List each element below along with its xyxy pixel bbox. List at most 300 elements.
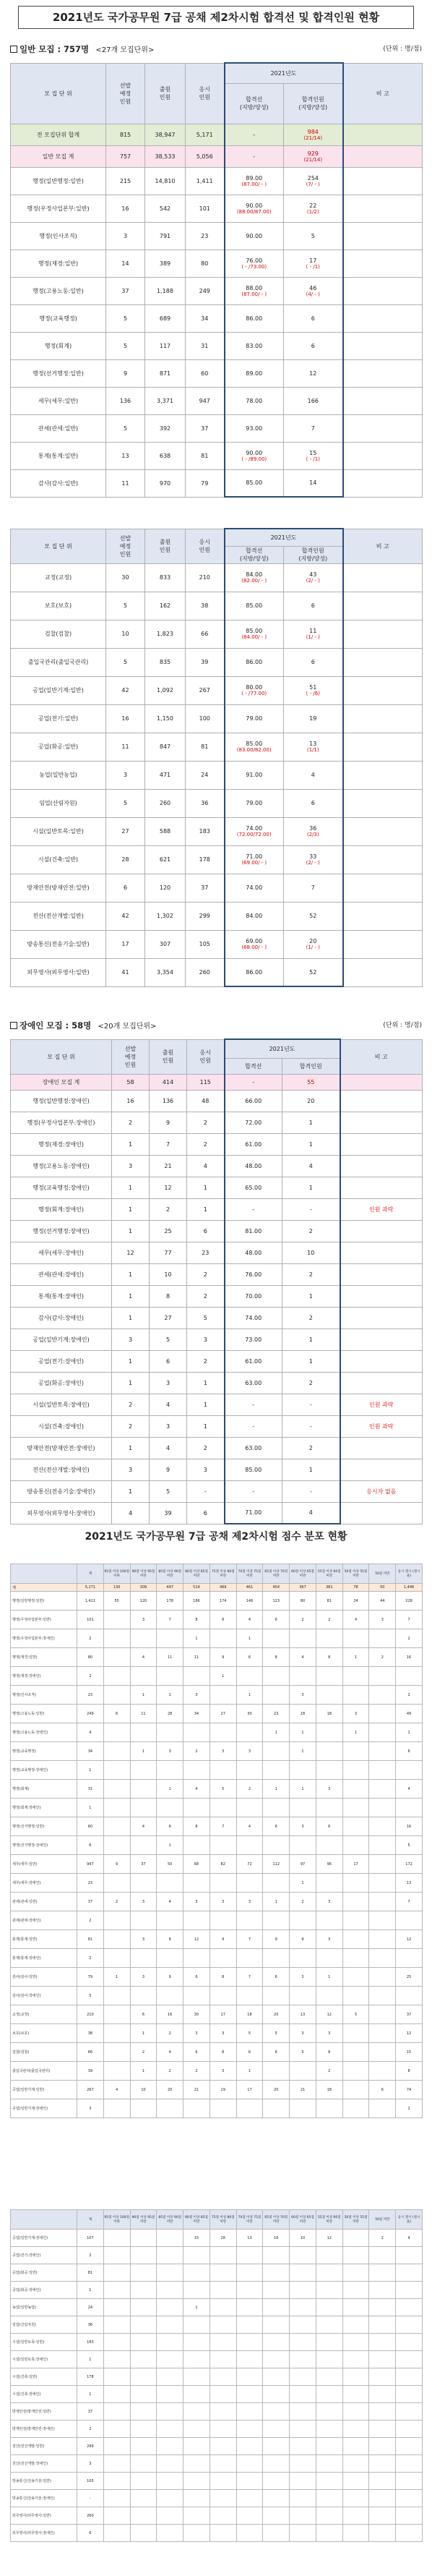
dist-cell: 497 [157,1584,183,1592]
dist-cell: 82 [209,1855,236,1874]
passed [284,442,343,469]
dist-cell [316,2473,342,2490]
applied: 1,302 [145,902,186,930]
dist-cell [369,1855,396,1874]
summary-applied: 414 [150,1074,187,1090]
dist-cell: 4 [236,1611,263,1629]
dist-row [11,1836,423,1855]
cell-main: 6 [311,602,315,609]
header-unit_name: 모 집 단 위 [11,529,106,563]
dist-cell: 1 [130,2024,157,2043]
dist-cell [369,2024,396,2043]
applied: 689 [145,304,186,332]
dist-cell: 2 [316,2062,342,2081]
dist-cell [263,2099,290,2118]
cutoff [225,387,284,414]
note [343,222,423,250]
note: 인원 과락 [340,1198,423,1220]
dist-cell: 5 [263,2024,290,2043]
cell-sub: (82.00/ - ) [241,578,267,584]
planned: 12 [112,1242,150,1263]
passed: - [282,1198,340,1220]
tested: 24 [186,761,225,789]
dist-cell [342,2282,369,2299]
dist-cell [103,2368,130,2386]
dist-cell [263,1949,290,1968]
dist-cell [130,2282,157,2299]
cell-main: 4 [311,772,315,778]
dist-cell [103,2282,130,2299]
dist-cell: 1 [263,1893,290,1911]
cell-main: 52 [309,968,317,976]
dist-cell: 3 [290,1968,316,1987]
dist-cell: 5 [290,2043,316,2062]
tested: 100 [186,704,225,733]
unit-name: 교정(교정) [11,563,106,592]
dist-cell [369,1780,396,1799]
dist-row [11,2455,423,2473]
dist-cell [396,1987,423,2005]
dist-row [11,1592,423,1611]
dist-cell: 행정(고용노동:장애인) [11,1723,77,1742]
dist-cell [316,1911,342,1930]
tested: 1,411 [186,167,225,195]
planned: 16 [106,195,145,222]
dist-cell: 1 [236,1686,263,1705]
dist-cell: 13 [236,2230,263,2247]
table-row [11,1133,423,1155]
dist-row [11,1723,423,1742]
cutoff: 66.00 [225,1090,282,1112]
dist-cell: 4 [342,1611,369,1629]
cutoff [225,563,284,592]
unit-name: 보호(보호) [11,592,106,620]
tested: 80 [186,250,225,277]
dist-cell [290,1799,316,1817]
cell-sub: (1/2) [306,208,319,215]
dist-cell: 17 [236,2081,263,2099]
cutoff [225,359,284,387]
dist-row [11,2062,423,2081]
dist-cell [369,1686,396,1705]
dist-cell: 행정(우정사업본부:장애인) [11,1629,77,1648]
unit-name: 행정(선거행정:장애인) [11,1220,112,1242]
dist-cell [209,2473,236,2490]
note [343,845,423,874]
dist-row [11,1629,423,1648]
note: 인원 과락 [340,1394,423,1415]
dist-cell: 20 [157,2081,183,2099]
applied: 3,354 [145,958,186,986]
passed: - [282,1480,340,1502]
planned: 11 [106,469,145,497]
dist-cell: 행정(고용노동:일반) [11,1705,77,1723]
unit-name: 공업(일반기계:일반) [11,676,106,704]
dist-cell: 공업(전기:장애인) [11,2247,77,2264]
planned: 1 [112,1350,150,1372]
dist-cell [369,2282,396,2299]
note [340,1263,423,1285]
dist-cell [263,1836,290,1855]
planned: 3 [112,1459,150,1480]
dist-cell [103,2099,130,2118]
dist-row [11,1911,423,1930]
dist-row [11,2490,423,2507]
dist-cell: 9 [290,1930,316,1949]
dist-cell: 24 [77,2299,104,2316]
dist-cell: 13 [290,2005,316,2024]
applied: 7 [150,1133,187,1155]
applied: 10 [150,1263,187,1285]
summary-name: 일반 모집 계 [11,145,106,167]
applied: 588 [145,817,186,845]
note [343,414,423,442]
dist-cell [130,1780,157,1799]
cell-sub: (1/1) [306,747,319,753]
applied: 621 [145,845,186,874]
dist-cell: 1 [290,1780,316,1799]
dist-cell: 50 [369,1584,396,1592]
dist-cell [369,2247,396,2264]
table-row [11,1415,423,1437]
dist-cell: 8 [396,2062,423,2081]
dist-cell [342,2334,369,2351]
dist-cell [342,2062,369,2081]
cutoff: 73.00 [225,1328,282,1350]
dist-cell: 행정(선거행정:장애인) [11,1836,77,1855]
dist-cell [236,2403,263,2421]
dist-cell: 2 [77,1667,104,1686]
dist-cell: 6 [103,1705,130,1723]
dist-cell [103,1987,130,2005]
note [343,817,423,845]
table-row [11,1285,423,1307]
dist-cell [103,1911,130,1930]
general-heading: 일반 모집 : 757명 [20,44,90,54]
dist-cell: 12 [316,2230,342,2247]
table-row [11,930,423,958]
cutoff: 63.00 [225,1437,282,1459]
table-row [11,676,423,704]
passed [284,469,343,497]
cell-main: 43 [309,571,317,578]
passed: 2 [282,1263,340,1285]
dist-cell: 6 [263,1968,290,1987]
table-row [11,1372,423,1394]
dist-cell [236,2282,263,2299]
dist-cell: 15 [183,2230,210,2247]
tested: 1 [187,1372,225,1394]
dist-cell: 4 [157,1893,183,1911]
passed: 1 [282,1285,340,1307]
dist-cell [316,2351,342,2368]
cell-sub: ( - /1) [306,456,320,462]
dist-cell [263,2403,290,2421]
note [343,469,423,497]
cell-main: 89.00 [246,370,263,377]
dist-cell: 방재안전(방재안전:장애인) [11,2421,77,2438]
passed [284,958,343,986]
tested: 48 [187,1090,225,1112]
tested: 36 [186,789,225,817]
dist-cell [396,2438,423,2455]
cutoff [225,676,284,704]
dist-cell: 5 [342,2005,369,2024]
cell-main: 7 [311,425,315,432]
dist-cell [342,1968,369,1987]
cell-main: 36 [309,825,317,832]
dist-cell [236,1799,263,1817]
dist-cell [290,2316,316,2334]
dist-cell: 3 [130,1968,157,1987]
dist-cell [342,1893,369,1911]
unit-name: 공업(전기:일반) [11,704,106,733]
dist-cell: 72 [236,1855,263,1874]
unit-name: 행정(교육행정:장애인) [11,1177,112,1198]
disabled-table [10,1038,423,1524]
dist-cell: 36 [77,2316,104,2334]
dist-cell [157,2299,183,2316]
unit-name: 행정(우정사업본부:일반) [11,195,106,222]
dist-cell: 13 [396,1874,423,1893]
dist-cell: 보호(보호) [11,2024,77,2043]
planned: 3 [106,222,145,250]
dist-cell [316,1987,342,2005]
dist-cell: 3 [209,1893,236,1911]
note [340,1285,423,1307]
dist-cell: 2 [369,1648,396,1667]
dist-cell [342,2099,369,2118]
applied: 9 [150,1112,187,1133]
dist-cell: 통계(통계:일반) [11,1930,77,1949]
dist-cell: 6 [77,2525,104,2542]
dist-cell [290,1987,316,2005]
dist-cell: 7 [236,1968,263,1987]
dist-cell [103,1874,130,1893]
dist-cell [396,1761,423,1780]
dist-cell: 6 [316,1817,342,1836]
tested: 2 [187,1350,225,1372]
dist-cell [236,1949,263,1968]
tested: 1 [187,1177,225,1198]
dist-cell [157,2099,183,2118]
dist-cell [369,2455,396,2473]
note [343,167,423,195]
table-row [11,592,423,620]
dist-cell [236,2264,263,2282]
applied: 39 [150,1502,187,1524]
summary-row [11,124,423,145]
dist-cell: 12 [396,1930,423,1949]
main-title: 2021년도 국가공무원 7급 공채 제2차시험 합격선 및 합격인원 현황 [18,6,414,29]
dist-cell: 1 [130,1686,157,1705]
tested: 79 [186,469,225,497]
dist-cell: 2 [77,1911,104,1930]
dist-cell [130,1874,157,1893]
cutoff: 74.00 [225,1307,282,1328]
dist-cell: 8 [316,1648,342,1667]
dist-cell [316,1667,342,1686]
dist-cell [316,2386,342,2403]
dist-cell [103,1611,130,1629]
dist-cell [369,2490,396,2507]
unit-name: 행정(회계) [11,332,106,359]
dist-cell [290,2299,316,2316]
unit-name: 세무(세무:장애인) [11,1242,112,1263]
dist-cell [342,2386,369,2403]
note [340,1437,423,1459]
planned: 3 [112,1328,150,1350]
unit-name: 관세(관세:일반) [11,414,106,442]
cell-sub: (2/ - ) [306,578,320,584]
note [343,874,423,902]
dist-cell: 외무영사(외무영사:장애인) [11,2525,77,2542]
dist-cell: 123 [263,1592,290,1611]
table-row [11,195,423,222]
planned: 2 [112,1394,150,1415]
tested: 5 [187,1307,225,1328]
dist-cell: 37 [77,1893,104,1911]
dist-cell [316,1836,342,1855]
dist-cell: 9 [209,1648,236,1667]
unit-name: 시설(일반토목:장애인) [11,1394,112,1415]
header-note: 비 고 [343,529,423,563]
tested: 2 [187,1437,225,1459]
passed: 4 [282,1502,340,1524]
dist-cell [103,2473,130,2490]
dist-cell: 3 [77,2099,104,2118]
dist-cell [236,2386,263,2403]
planned: 5 [106,414,145,442]
unit-name: 외무영사(외무영사:일반) [11,958,106,986]
dist-header: 85점 이상 90점 미만 [157,2210,183,2230]
dist-row [11,1855,423,1874]
dist-cell: 11 [157,1648,183,1667]
dist-cell [342,1874,369,1893]
dist-cell: 검찰(검찰) [11,2043,77,2062]
note [340,1242,423,1263]
dist-cell: 74 [396,2081,423,2099]
dist-cell [209,1799,236,1817]
passed: 4 [282,1155,340,1177]
dist-cell: 3 [236,1893,263,1911]
dist-cell [209,2490,236,2507]
passed: 2 [282,1307,340,1328]
dist-cell: 행정(인사조직) [11,1686,77,1705]
unit-name: 검찰(검찰) [11,620,106,648]
dist-cell [342,1667,369,1686]
cell-sub: (2/3) [306,832,319,837]
applied: 2 [150,1198,187,1220]
dist-row [11,1930,423,1949]
dist-header: 95점 이상 100점 이하 [103,1564,130,1584]
dist-cell [369,2264,396,2282]
dist-cell [236,2247,263,2264]
dist-header: 65점 이상 70점 미만 [263,2210,290,2230]
applied: 871 [145,359,186,387]
dist-cell: 15 [396,2043,423,2062]
cell-sub: (4/ - ) [306,291,320,297]
cutoff: 61.00 [225,1350,282,1372]
dist-cell: 교정(교정) [11,2005,77,2024]
dist-cell [103,2507,130,2525]
table-row [11,648,423,676]
dist-cell [263,1686,290,1705]
tested: 39 [186,648,225,676]
dist-cell: 6 [77,1836,104,1855]
cell-main: 93.00 [246,425,263,432]
applied: 638 [145,442,186,469]
dist-cell: 8 [209,2043,236,2062]
dist-cell [130,2264,157,2282]
disabled-section-header [10,1020,422,1030]
applied: 1,150 [145,704,186,733]
planned: 1 [112,1437,150,1459]
dist-cell [342,2438,369,2455]
dist-cell: 공업(일반기계:일반) [11,2081,77,2099]
table-row [11,789,423,817]
dist-cell [342,1836,369,1855]
dist-cell [130,2368,157,2386]
note [343,442,423,469]
cutoff [225,902,284,930]
dist-cell [209,1836,236,1855]
passed [284,387,343,414]
unit-name: 출입국관리(출입국관리) [11,648,106,676]
dist-cell: 18 [316,2081,342,2099]
dist-cell: 3 [369,1611,396,1629]
cutoff: 81.00 [225,1220,282,1242]
dist-cell: 11 [130,1705,157,1723]
dist-header: 80점 이상 85점 미만 [183,1564,210,1584]
dist-cell: 7 [396,1893,423,1911]
dist-cell [290,2386,316,2403]
dist-cell [396,2264,423,2282]
dist-cell [290,2438,316,2455]
dist-cell [369,2099,396,2118]
dist-cell: 관세(관세:장애인) [11,1911,77,1930]
dist-cell [316,2490,342,2507]
dist-cell: 통계(통계:장애인) [11,1949,77,1968]
dist-cell [103,1629,130,1648]
dist-cell: 2 [183,2062,210,2081]
disabled-heading: 장애인 모집 : 58명 [20,1020,92,1031]
dist-cell [209,2507,236,2525]
table-row [11,387,423,414]
dist-cell: 6 [130,2005,157,2024]
dist-cell: 10 [130,2081,157,2099]
planned: 2 [112,1112,150,1133]
dist-cell [130,2490,157,2507]
planned: 215 [106,167,145,195]
dist-cell: 1 [157,1686,183,1705]
dist-cell: 2 [157,2024,183,2043]
passed: 1 [282,1112,340,1133]
dist-row [11,1611,423,1629]
tested: 267 [186,676,225,704]
dist-cell [290,2282,316,2299]
dist-cell: 5 [396,1836,423,1855]
dist-cell [369,2368,396,2386]
unit-name: 행정(고용노동:장애인) [11,1155,112,1177]
header-passed: 합격인원 (지방/양성) [284,83,343,124]
dist-cell [103,1949,130,1968]
cell-main: 11 [309,628,317,634]
dist-cell [209,1911,236,1930]
dist-cell [130,1949,157,1968]
planned: 14 [106,250,145,277]
dist-cell [396,2282,423,2299]
